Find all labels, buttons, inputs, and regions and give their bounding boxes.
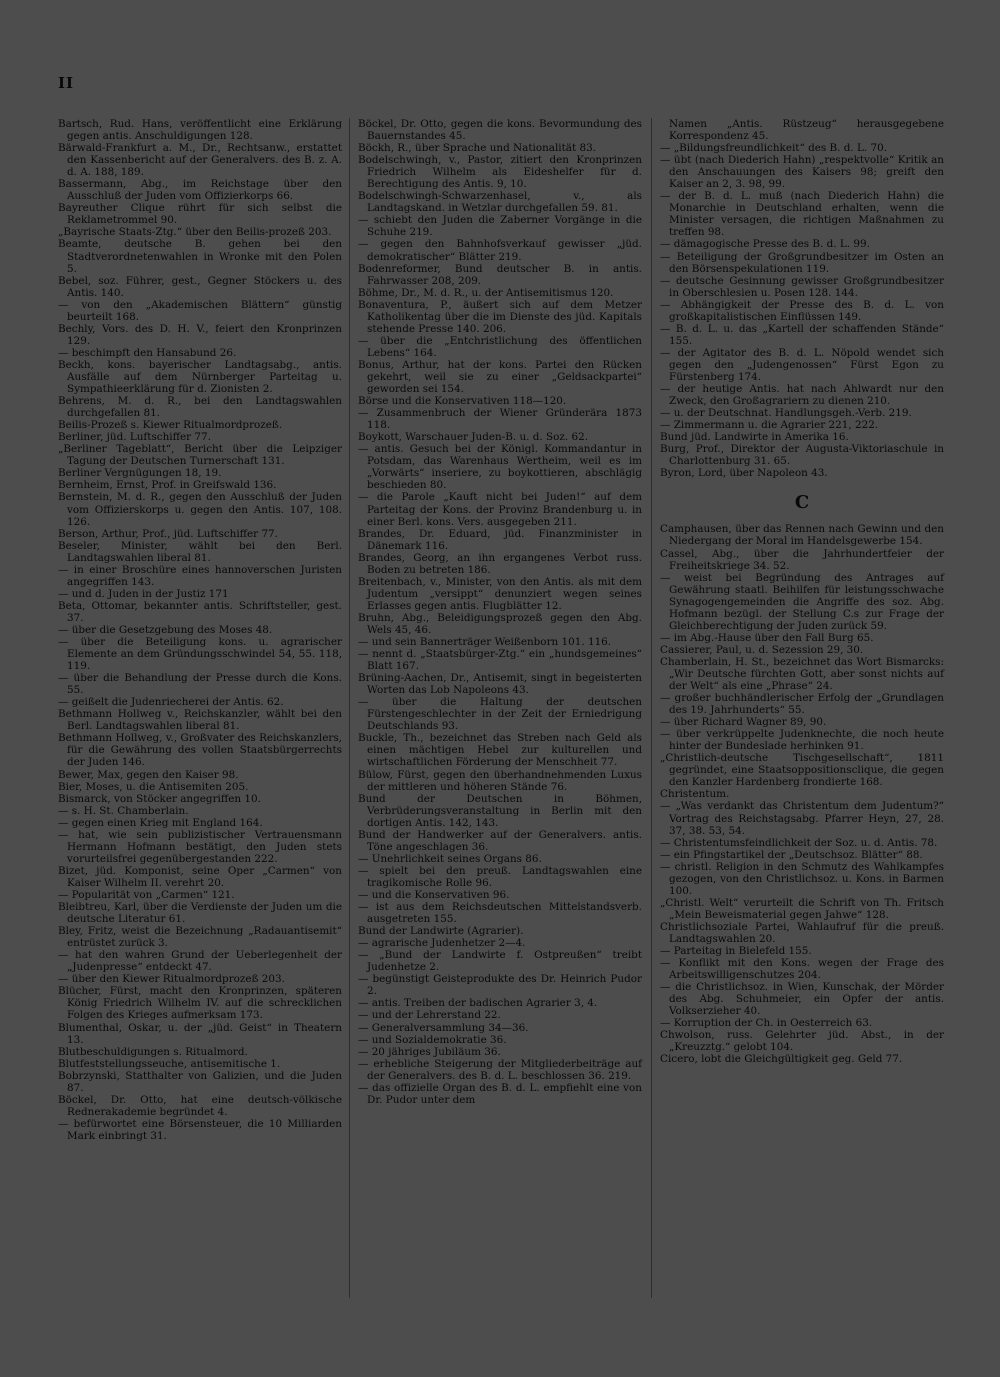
index-entry: — gegen den Bahnhofsverkauf gewisser „jüd. demokratischer“ Blätter 219. <box>358 238 642 263</box>
index-entry: — über die Beteiligung kons. u. agrarischer Elemente an dem Gründungsschwindel 54, 55. 118, 119. <box>58 636 342 673</box>
index-entry: — 20 jähriges Jubiläum 36. <box>358 1045 501 1058</box>
index-entry: Böhme, Dr., M. d. R., u. der Antisemitismus 120. <box>358 286 614 299</box>
index-entry: Brüning-Aachen, Dr., Antisemit, singt in begeisterten Worten das Lob Napoleons 43. <box>358 672 642 697</box>
index-entry: Bley, Fritz, weist die Bezeichnung „Radauantisemit“ entrüstet zurück 3. <box>58 925 342 950</box>
index-entry: Brandes, Dr. Eduard, jüd. Finanzminister in Dänemark 116. <box>358 527 642 552</box>
index-entry: — über den Kiewer Ritualmordprozeß 203. <box>58 973 285 986</box>
index-entry: Berson, Arthur, Prof., jüd. Luftschiffer 77. <box>58 527 278 540</box>
index-entry: — Beteiligung der Großgrundbesitzer im Osten an den Börsenspekulationen 119. <box>660 250 944 275</box>
index-entry: — antis. Treiben der badischen Agrarier 3, 4. <box>358 997 598 1010</box>
index-entry: — nennt d. „Staatsbürger-Ztg.“ ein „hundsgemeines“ Blatt 167. <box>358 648 642 673</box>
section-letter: C <box>794 492 810 514</box>
index-entry: — hat den wahren Grund der Ueberlegenheit der „Judenpresse“ entdeckt 47. <box>58 949 342 974</box>
index-entry: Chamberlain, H. St., bezeichnet das Wort Bismarcks: „Wir Deutsche fürchten Gott, aber sonst nichts auf der Welt“ als eine „Phrase“ 24. <box>660 655 944 693</box>
index-entry: — und der Lehrerstand 22. <box>358 1009 501 1022</box>
index-entry: Bartsch, Rud. Hans, veröffentlicht eine Erklärung gegen antis. Anschuldigungen 128. <box>58 118 342 143</box>
index-entry: Blutfeststellungsseuche, antisemitische 1. <box>58 1057 281 1070</box>
index-column-1 <box>58 118 342 1142</box>
index-entry: Buckle, Th., bezeichnet das Streben nach Geld als einen mächtigen Hebel zur kulturellen und wirtschaftlichen Förderung der Menschheit 77. <box>358 732 642 769</box>
index-entry: Cassel, Abg., über die Jahrhundertfeier der Freiheitskriege 34. 52. <box>660 547 944 572</box>
index-entry: Christlichsoziale Partei, Wahlaufruf für die preuß. Landtagswahlen 20. <box>660 920 944 945</box>
index-entry: Berliner, jüd. Luftschiffer 77. <box>58 431 211 444</box>
index-entry: — der heutige Antis. hat nach Ahlwardt nur den Zweck, den Großagrariern zu dienen 210. <box>660 383 944 408</box>
page-number: II <box>58 74 75 92</box>
index-entry: — beschimpft den Hansabund 26. <box>58 346 237 359</box>
index-entry: — über Richard Wagner 89, 90. <box>660 716 827 729</box>
index-entry: — antis. Gesuch bei der Königl. Kommandantur in Potsdam, das Warenhaus Wertheim, weil es im „Vorwärts“ inseriere, zu boykottieren, abschlägig beschieden 80. <box>358 443 642 492</box>
column-divider <box>651 118 652 1298</box>
index-entry: Bechly, Vors. des D. H. V., feiert den Kronprinzen 129. <box>58 322 342 347</box>
index-entry: — über die Haltung der deutschen Fürstengeschlechter in der Zeit der Erniedrigung Deutschlands 93. <box>358 696 642 733</box>
index-entry: Namen „Antis. Rüstzeug“ herausgegebene Korrespondenz 45. <box>669 118 944 143</box>
index-entry: Boykott, Warschauer Juden-B. u. d. Soz. 62. <box>358 431 588 444</box>
index-entry: Bonaventura, P., äußert sich auf dem Metzer Katholikentag über die im Dienste des jüd. Kapitals stehende Presse 140. 206. <box>358 298 642 335</box>
index-entry: — ein Pfingstartikel der „Deutschsoz. Blätter“ 88. <box>660 848 923 861</box>
index-entry: Bayreuther Clique rührt für sich selbst die Reklametrommel 90. <box>58 202 342 227</box>
index-entry: — begünstigt Geisteprodukte des Dr. Heinrich Pudor 2. <box>358 973 642 998</box>
index-entry: Bruhn, Abg., Beleidigungsprozeß gegen den Abg. Wels 45, 46. <box>358 611 642 636</box>
index-entry: Bethmann Hollweg v., Reichskanzler, wählt bei den Berl. Landtagswahlen liberal 81. <box>58 708 342 733</box>
index-entry: — Konflikt mit den Kons. wegen der Frage des Arbeitswilligenschutzes 204. <box>660 957 944 982</box>
index-entry: Beseler, Minister, wählt bei den Berl. Landtagswahlen liberal 81. <box>58 539 342 564</box>
index-entry: Beta, Ottomar, bekannter antis. Schriftsteller, gest. 37. <box>58 599 342 624</box>
index-entry: Bärwald-Frankfurt a. M., Dr., Rechtsanw., erstattet den Kassenbericht auf der Generalvers. des B. z. A. d. A. 188, 189. <box>58 142 342 179</box>
index-entry: Cicero, lobt die Gleichgültigkeit geg. Geld 77. <box>660 1053 903 1066</box>
index-entry: Cassierer, Paul, u. d. Sezession 29, 30. <box>660 643 864 656</box>
index-entry: — Unehrlichkeit seines Organs 86. <box>358 852 542 865</box>
index-entry: Bund der Deutschen in Böhmen, Verbrüderungsveranstaltung in Berlin mit den dortigen Antis. 142, 143. <box>358 792 642 829</box>
index-entry: Brandes, Georg, an ihn ergangenes Verbot russ. Boden zu betreten 186. <box>358 551 642 576</box>
index-entry: Bund jüd. Landwirte in Amerika 16. <box>660 431 849 444</box>
index-entry: Böckel, Dr. Otto, hat eine deutsch-völkische Rednerakademie begründet 4. <box>58 1093 342 1118</box>
index-entry: Bernheim, Ernst, Prof. in Greifswald 136. <box>58 479 277 492</box>
index-entry: Bismarck, von Stöcker angegriffen 10. <box>58 792 261 805</box>
column-divider <box>349 118 350 1298</box>
index-entry: Camphausen, über das Rennen nach Gewinn und den Niedergang der Moral im Handelsgewerbe 154. <box>660 523 944 548</box>
index-entry: Christentum. <box>660 788 730 801</box>
index-entry: — Popularität von „Carmen“ 121. <box>58 889 235 901</box>
index-entry: Börse und die Konservativen 118—120. <box>358 395 567 408</box>
index-entry: Bassermann, Abg., im Reichstage über den Ausschluß der Juden vom Offizierkorps 66. <box>58 178 342 203</box>
index-entry: Böckh, R., über Sprache und Nationalität 83. <box>358 142 596 155</box>
index-entry: — B. d. L. u. das „Kartell der schaffenden Stände“ 155. <box>660 322 944 347</box>
index-entry: — deutsche Gesinnung gewisser Großgrundbesitzer in Oberschlesien u. Posen 128. 144. <box>660 274 944 299</box>
index-entry: — agrarische Judenhetzer 2—4. <box>358 937 526 950</box>
index-entry: — das offizielle Organ des B. d. L. empfiehlt eine von Dr. Pudor unter dem <box>358 1081 642 1106</box>
index-entry: — der Agitator des B. d. L. Nöpold wendet sich gegen den „Judengenossen“ Fürst Egon zu Fürstenberg 174. <box>660 346 944 383</box>
index-entry: — und die Konservativen 96. <box>358 889 510 901</box>
index-entry: — Korruption der Ch. in Oesterreich 63. <box>660 1017 873 1030</box>
index-entry: — ist aus dem Reichsdeutschen Mittelstandsverb. ausgetreten 155. <box>358 901 642 926</box>
index-entry: „Berliner Tageblatt“, Bericht über die Leipziger Tagung der Deutschen Turnerschaft 131. <box>58 443 342 468</box>
index-entry: Bier, Moses, u. die Antisemiten 205. <box>58 780 249 793</box>
index-entry: Bodelschwingh, v., Pastor, zitiert den Kronprinzen Friedrich Wilhelm als Eideshelfer für d. Berechtigung des Antis. 9, 10. <box>358 154 642 191</box>
index-entry: — erhebliche Steigerung der Mitgliederbeiträge auf der Generalvers. des B. d. L. beschlossen 36. 219. <box>358 1057 642 1082</box>
index-entry: — Abhängigkeit der Presse des B. d. L. von großkapitalistischen Einflüssen 149. <box>660 298 944 323</box>
index-entry: — „Bund der Landwirte f. Ostpreußen“ treibt Judenhetze 2. <box>358 949 642 974</box>
index-entry: — Zusammenbruch der Wiener Gründerära 1873 118. <box>358 407 642 432</box>
index-entry: — christl. Religion in den Schmutz des Wahlkampfes gezogen, von den Christlichsoz. u. Kons. in Barmen 100. <box>660 860 944 897</box>
index-entry: — die Christlichsoz. in Wien, Kunschak, der Mörder des Abg. Schuhmeier, ein Opfer der antis. Volkserzieher 40. <box>660 981 944 1018</box>
index-entry: Breitenbach, v., Minister, von den Antis. als mit dem Judentum „versippt“ denunziert wegen seines Erlasses gegen antis. Flugblätter 12. <box>358 575 642 612</box>
index-entry: — spielt bei den preuß. Landtagswahlen eine tragikomische Rolle 96. <box>358 864 642 889</box>
index-entry: — weist bei Begründung des Antrages auf Gewährung staatl. Beihilfen für leistungsschwache Synagogengemeinden die Angriffe des soz. Abg. Hofmann bezügl. der Stellung C.s zur Frage der Gleichberechtigung der Juden zurück 59. <box>660 571 944 632</box>
index-entry: „Christl. Welt“ verurteilt die Schrift von Th. Fritsch „Mein Beweismaterial gegen Jahwe“ 128. <box>660 896 944 921</box>
index-entry: — und sein Bannerträger Weißenborn 101. 116. <box>358 636 612 649</box>
index-entry: Burg, Prof., Direktor der Augusta-Viktoriaschule in Charlottenburg 31. 65. <box>660 443 944 468</box>
index-entry: — gegen einen Krieg mit England 164. <box>58 816 263 829</box>
index-entry: — der B. d. L. muß (nach Diederich Hahn) die Monarchie in Deutschland erhalten, wenn die Minister versagen, die richtigen Maßnahmen zu treffen 98. <box>660 190 944 239</box>
index-entry: Blutbeschuldigungen s. Ritualmord. <box>58 1045 248 1058</box>
index-entry: „Christlich-deutsche Tischgesellschaft“, 1811 gegründet, eine Staatsoppositionsclique, die gegen den Kanzler Hardenberg frondierte 168. <box>660 752 944 789</box>
index-entry: Berliner Vergnügungen 18, 19. <box>58 467 222 480</box>
index-entry: — von den „Akademischen Blättern“ günstig beurteilt 168. <box>58 298 342 323</box>
index-entry: Beilis-Prozeß s. Kiewer Ritualmordprozeß. <box>58 419 283 432</box>
index-column-2 <box>358 118 642 1106</box>
index-entry: Bizet, jüd. Komponist, seine Oper „Carmen“ von Kaiser Wilhelm II. verehrt 20. <box>58 864 342 889</box>
index-entry: — und Sozialdemokratie 36. <box>358 1033 507 1046</box>
index-entry: — „Was verdankt das Christentum dem Judentum?“ Vortrag des Reichstagsabg. Pfarrer Heyn, 27, 28. 37, 38. 53, 54. <box>660 800 944 837</box>
index-entry: — über die „Entchristlichung des öffentlichen Lebens“ 164. <box>358 334 642 359</box>
index-entry: — Parteitag in Bielefeld 155. <box>660 945 812 958</box>
index-entry: — geißelt die Judenriecherei der Antis. 62. <box>58 696 284 709</box>
index-entry: — und d. Juden in der Justiz 171 <box>58 587 229 600</box>
index-entry: — über die Behandlung der Presse durch die Kons. 55. <box>58 672 342 697</box>
index-entry: Bobrzynski, Statthalter von Galizien, und die Juden 87. <box>58 1069 342 1094</box>
index-entry: — schiebt den Juden die Zaberner Vorgänge in die Schuhe 219. <box>358 214 642 239</box>
index-entry: — Zimmermann u. die Agrarier 221, 222. <box>660 419 879 432</box>
index-entry: — „Bildungsfreundlichkeit“ des B. d. L. 70. <box>660 142 888 155</box>
index-entry: Bodelschwingh-Schwarzenhasel, v., als Landtagskand. in Wetzlar durchgefallen 59. 81. <box>358 190 642 215</box>
index-entry: — großer buchhändlerischer Erfolg der „Grundlagen des 19. Jahrhunderts“ 55. <box>660 692 944 717</box>
index-entry: Böckel, Dr. Otto, gegen die kons. Bevormundung des Bauernstandes 45. <box>358 118 642 143</box>
index-entry: Bleibtreu, Karl, über die Verdienste der Juden um die deutsche Literatur 61. <box>58 901 342 926</box>
index-entry: — u. der Deutschnat. Handlungsgeh.-Verb. 219. <box>660 407 912 420</box>
index-entry: — Generalversammlung 34—36. <box>358 1021 529 1034</box>
index-entry: — über verkrüppelte Judenknechte, die noch heute hinter der Bundeslade herhinken 91. <box>660 728 944 753</box>
index-entry: Blücher, Fürst, macht den Kronprinzen, späteren König Friedrich Wilhelm IV. auf die schrecklichen Folgen des Krieges aufmerksam 173. <box>58 985 342 1022</box>
index-entry: — s. H. St. Chamberlain. <box>58 804 189 817</box>
index-entry: — hat, wie sein publizistischer Vertrauensmann Hermann Hofmann bestätigt, den Juden stets vorurteilsfrei gegenübergestanden 222. <box>58 828 342 865</box>
index-entry: — über die Gesetzgebung des Moses 48. <box>58 623 273 636</box>
index-entry: — die Parole „Kauft nicht bei Juden!“ auf dem Parteitag der Kons. der Provinz Brandenburg u. in einer Berl. kons. Vers. ausgegeben 211. <box>358 491 642 528</box>
index-entry: Bernstein, M. d. R., gegen den Ausschluß der Juden vom Offizierskorps u. gegen den Antis. 107, 108. 126. <box>58 491 342 528</box>
index-entry: — Christentumsfeindlichkeit der Soz. u. d. Antis. 78. <box>660 836 938 849</box>
index-entry: — im Abg.-Hause über den Fall Burg 65. <box>660 631 874 644</box>
index-entry: Behrens, M. d. R., bei den Landtagswahlen durchgefallen 81. <box>58 395 342 420</box>
index-entry: Bund der Landwirte (Agrarier). <box>358 925 524 938</box>
index-column-3 <box>660 118 944 1066</box>
index-entry: Bebel, soz. Führer, gest., Gegner Stöckers u. des Antis. 140. <box>58 274 342 299</box>
index-entry: „Bayrische Staats-Ztg.“ über den Beilis-prozeß 203. <box>58 226 332 239</box>
index-entry: — dämagogische Presse des B. d. L. 99. <box>660 238 870 251</box>
index-entry: Blumenthal, Oskar, u. der „jüd. Geist“ in Theatern 13. <box>58 1021 342 1046</box>
index-entry: Beckh, kons. bayerischer Landtagsabg., antis. Ausfälle auf dem Nürnberger Parteitag u. Sympathieerklärung für d. Zionisten 2. <box>58 358 342 396</box>
index-entry: — übt (nach Diederich Hahn) „respektvolle“ Kritik an den Anschauungen des Kaisers 98; greift den Kaiser an 2, 3. 98, 99. <box>660 154 944 191</box>
index-entry: Bewer, Max, gegen den Kaiser 98. <box>58 768 239 781</box>
index-entry: Bonus, Arthur, hat der kons. Partei den Rücken gekehrt, weil sie zu einer „Geldsackpartei“ geworden sei 154. <box>358 358 642 396</box>
index-entry: Bethmann Hollweg, v., Großvater des Reichskanzlers, für die Gewährung des vollen Staatsbürgerrechts der Juden 146. <box>58 732 342 769</box>
index-entry: Chwolson, russ. Gelehrter jüd. Abst., in der „Kreuzztg.“ gelobt 104. <box>660 1029 944 1054</box>
index-entry: Beamte, deutsche B. gehen bei den Stadtverordnetenwahlen in Wronke mit den Polen 5. <box>58 238 342 275</box>
index-entry: — in einer Broschüre eines hannoverschen Juristen angegriffen 143. <box>58 563 342 588</box>
index-entry: Byron, Lord, über Napoleon 43. <box>660 467 828 480</box>
index-entry: Bund der Handwerker auf der Generalvers. antis. Töne angeschlagen 36. <box>358 828 642 853</box>
index-entry: Bodenreformer, Bund deutscher B. in antis. Fahrwasser 208, 209. <box>358 262 642 287</box>
index-entry: — befürwortet eine Börsensteuer, die 10 Milliarden Mark einbringt 31. <box>58 1117 342 1142</box>
index-entry: Bülow, Fürst, gegen den überhandnehmenden Luxus der mittleren und höheren Stände 76. <box>358 768 642 793</box>
